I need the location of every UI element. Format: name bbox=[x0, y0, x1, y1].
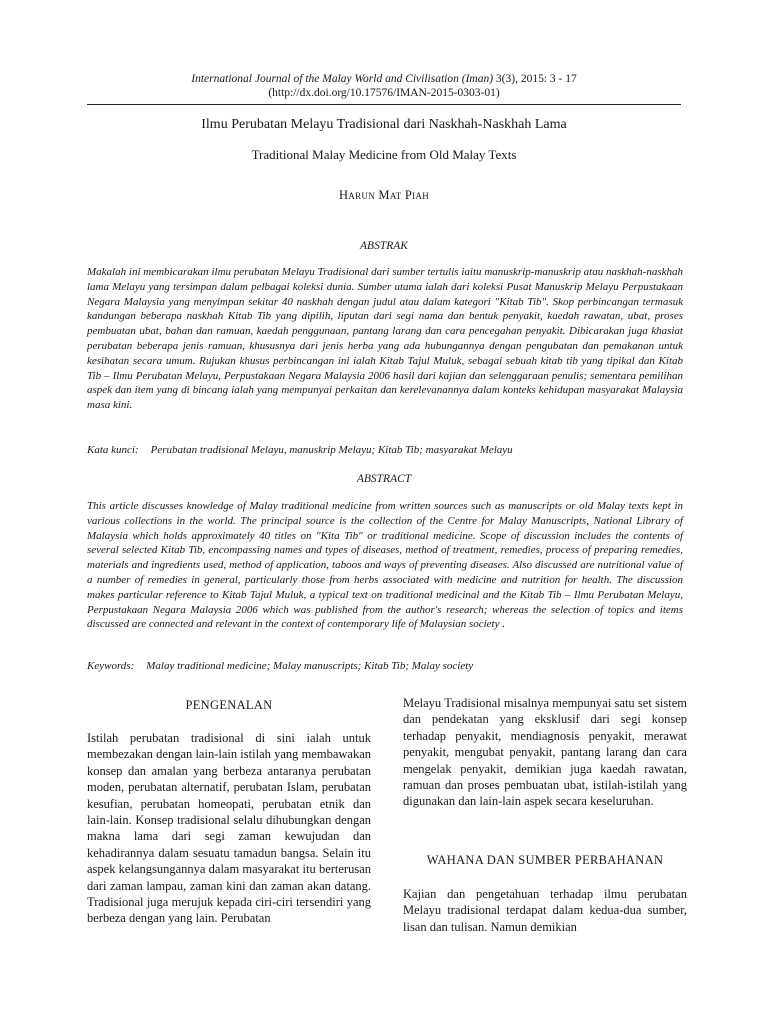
abstract-heading: ABSTRACT bbox=[356, 473, 412, 485]
section-heading-pengenalan: PENGENALAN bbox=[185, 698, 273, 712]
title-malay: Ilmu Perubatan Melayu Tradisional dari Naskhah-Naskhah Lama bbox=[201, 117, 567, 132]
abstract-keywords bbox=[87, 660, 683, 672]
kata-kunci-values: Perubatan tradisional Melayu, manuskrip Melayu; Kitab Tib; masyarakat Melayu bbox=[150, 444, 513, 456]
abstrak-heading: ABSTRAK bbox=[360, 240, 408, 252]
header-rule bbox=[87, 104, 681, 105]
abstrak-body: Makalah ini membicarakan ilmu perubatan Melayu Tradisional dari sumber tertulis iaitu manuskrip-manuskrip atau naskhah-naskhah lama Melayu yang tersimpan dalam pelbagai koleksi dunia. Sumber utama ialah dari koleksi Pusat Manuskrip Melayu Perpustakaan Negara Malaysia yang menyimpan sekitar 40 naskhah dengan judul atau dalam kategori "Kitab Tib". Skop perbincangan termasuk kandungan beberapa naskhah Kitab Tib yang dipilih, liputan dari segi nama dan bentuk penyakit, kaedah rawatan, ubat, proses pembuatan ubat, bahan dan ramuan, kaedah penggunaan, pantang larang dan cara pencegahan penyakit. Dibicarakan juga khasiat perubatan beberapa jenis ramuan, khususnya dari jenis herba yang ada hubungannya dengan pengubatan dan pemakanan untuk kesihatan secara umum. Rujukan khusus perbincangan ini ialah Kitab Tajul Muluk, sebagai sebuah kitab tib yang tipikal dan Kitab Tib – Ilmu Perubatan Melayu, Perpustakaan Negara Malaysia 2006 hasil dari kajian dan selenggaraan penulis; sementara pemilihan aspek dan item yang di bincang ialah yang mempunyai perkaitan dan kerelevanannya dalam konteks kehidupan masyarakat Malaysia masa kini. bbox=[87, 266, 683, 412]
section-text-pengenalan: Istilah perubatan tradisional di sini ialah untuk membezakan dengan lain-lain istilah yang membawakan konsep dan amalan yang berbeza antaranya perubatan moden, perubatan alternatif, perubatan Islam, perubatan kesufian, perubatan homeopati, perubatan etnik dan lain-lain. Konsep tradisional selalu dihubungkan dengan makna lama dari segi zaman kewujudan dan kehadirannya dalam sesuatu tamadun bangsa. Selain itu aspek kelangsungannya dalam masyarakat itu berterusan dari zaman lampau, zaman kini dan zaman akan datang. Tradisional juga merujuk kepada ciri-ciri tersendiri yang berbeza dengan yang lain. Perubatan bbox=[87, 731, 371, 926]
section-heading-wahana: WAHANA DAN SUMBER PERBAHANAN bbox=[426, 853, 664, 867]
title-english: Traditional Malay Medicine from Old Malay Texts bbox=[251, 147, 517, 162]
kata-kunci-label: Kata kunci: bbox=[87, 444, 139, 456]
journal-issue: 3(3), 2015: 3 - 17 bbox=[493, 73, 577, 85]
doi-link[interactable]: (http://dx.doi.org/10.17576/IMAN-2015-0303-01) bbox=[268, 87, 500, 99]
journal-citation bbox=[0, 72, 768, 86]
section-text-pengenalan-continued: Melayu Tradisional misalnya mempunyai satu set sistem dan pendekatan yang eksklusif dari segi konsep terhadap penyakit, mendiagnosis penyakit, merawat penyakit, mengubat penyakit, pantang larang dan cara mengelak penyakit, demikian juga kaedah rawatan, ramuan dan proses pembuatan ubat, istilah-istilah yang digunakan dan lain-lain aspek secara keseluruhan. bbox=[403, 696, 687, 809]
author-name: Harun Mat Piah bbox=[338, 188, 430, 202]
abstract-body: This article discusses knowledge of Malay traditional medicine from written sources such as manuscripts or old Malay texts kept in various collections in the world. The principal source is the collection of the Centre for Malay Manuscripts, National Library of Malaysia which holds approximately 40 titles on "Kita Tib" or traditional medicine. Scope of discussion includes the contents of several selected Kitab Tib, encompassing names and types of diseases, method of treatment, remedies, process of preparing remedies, materials and ingredients used, method of application, taboos and ways of preventing diseases. Also discussed are nutritional value of a number of remedies in general, particularly those from herbs associated with medicine and nutrition for health. The discussion makes particular reference to Kitab Tajul Muluk, a typical text on traditional medicinal and the Kitab Tib – Ilmu Perubatan Melayu, Perpustakaan Negara Malaysia 2006 which was published from the author's research; whereas the selection of topics and items discussed are connected and relevant in the context of contemporary life of Malaysian society . bbox=[87, 500, 683, 631]
journal-name: International Journal of the Malay World and Civilisation (Iman) bbox=[191, 73, 494, 85]
abstrak-keywords bbox=[87, 444, 683, 456]
keywords-label: Keywords: bbox=[87, 660, 135, 672]
keywords-values: Malay traditional medicine; Malay manuscripts; Kitab Tib; Malay society bbox=[146, 660, 474, 672]
section-text-wahana: Kajian dan pengetahuan terhadap ilmu perubatan Melayu tradisional terdapat dalam kedua-dua sumber, lisan dan tulisan. Namun demikian bbox=[403, 887, 687, 934]
